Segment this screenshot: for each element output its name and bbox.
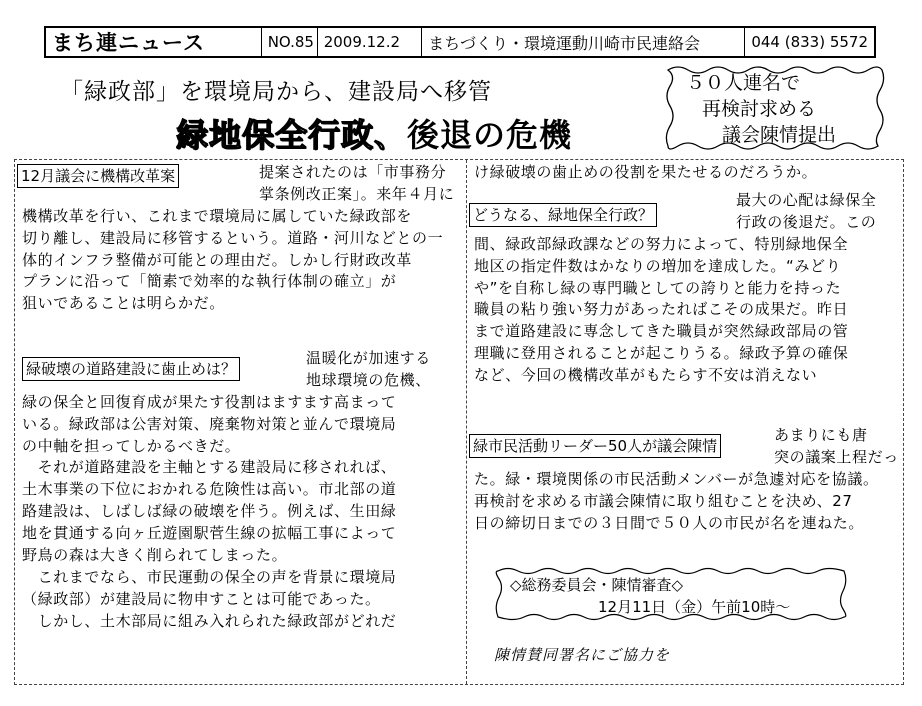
column-divider — [466, 160, 467, 684]
petition-line-3: 議会陳情提出 — [722, 124, 837, 146]
meeting-datetime: 12月11日（金）午前10時～ — [598, 598, 791, 616]
headline-main: 「緑政部」を環境局から、建設局へ移管 — [60, 79, 492, 105]
petition-callout — [664, 62, 886, 150]
text-line: の中軸を担ってしかるべきだ。 — [22, 436, 241, 455]
text-line: 地区の指定件数はかなりの増加を達成した。“みどり — [474, 256, 842, 275]
issue-date: 2009.12.2 — [318, 28, 422, 56]
text-line: 職員の粘り強い努力があったればこその成果だ。昨日 — [474, 300, 849, 319]
text-line: 地を貫通する向ヶ丘遊園駅菅生線の拡幅工事によって — [22, 524, 397, 543]
text-line: あまりにも唐 — [774, 426, 868, 444]
text-line: や”を自称し緑の専門職としての誇りと能力を持った — [474, 278, 842, 297]
right-column-text-1 — [474, 190, 902, 387]
text-line: 体的インフラ整備が可能との理由だ。しかし行財政改革 — [22, 250, 413, 269]
masthead — [44, 26, 876, 58]
left-column-text-2 — [22, 348, 462, 633]
text-line: それが道路建設を主軸とする建設局に移されれば、 — [22, 458, 397, 477]
text-line: 行政の後退だ。この — [736, 212, 877, 231]
right-column-text-0 — [474, 162, 902, 184]
text-line: これまでなら、市民運動の保全の声を背景に環境局 — [22, 567, 397, 586]
committee-meeting-box — [494, 565, 848, 622]
text-line: 路建設は、しばしば緑の破壊を伴う。例えば、生田緑 — [22, 502, 397, 521]
organization-name: まちづくり・環境運動川崎市民連絡会 — [422, 28, 745, 56]
meeting-title: ◇総務委員会・陳情審査◇ — [510, 576, 684, 594]
section-heading-petition: 緑市民活動リーダー50人が議会陳情 — [469, 434, 721, 458]
newsletter-title: まち連ニュース — [46, 28, 262, 56]
text-line: など、今回の機構改革がもたらす不安は消えない — [474, 366, 818, 385]
right-column-text-2 — [474, 425, 902, 534]
text-line: いる。緑政部は公害対策、廃棄物対策と並んで環境局 — [22, 414, 397, 433]
issue-number: NO.85 — [262, 28, 318, 56]
text-line: 土木事業の下位におかれる危険性は高い。市北部の道 — [22, 480, 397, 499]
headline-sub-bold: 後退の危機 — [407, 116, 573, 154]
phone-number: 044 (833) 5572 — [751, 33, 868, 51]
text-line: （緑政部）が建設局に物申すことは可能であった。 — [22, 589, 381, 608]
text-line: プランに沿って「簡素で効率的な執行体制の確立」が — [22, 272, 397, 291]
text-line: 緑の保全と回復育成が果たす役割はますます高まって — [22, 392, 397, 411]
text-line: 最大の心配は緑保全 — [736, 191, 877, 209]
text-line: 地球環境の危機、 — [306, 370, 431, 389]
section-heading-december-assembly: 12月議会に機構改革案 — [17, 164, 179, 188]
text-line: 切り離し、建設局に移管するという。道路・河川などとの一 — [22, 228, 444, 247]
left-column-text-1 — [22, 162, 462, 315]
text-line: 再検討を求める市議会陳情に取り組むことを決め、27 — [474, 491, 853, 510]
text-line: 突の議案上程だっ — [774, 447, 899, 466]
text-line: 温暖化が加速する — [306, 349, 431, 367]
text-line: 日の締切日までの３日間で５０人の市民が名を連ねた。 — [474, 513, 865, 532]
text-line: 掌条例改正案」。来年４月に — [259, 184, 455, 203]
text-line: た。緑・環境関係の市民活動メンバーが急遽対応を協議。 — [474, 469, 879, 488]
text-line: 狙いであることは明らかだ。 — [22, 294, 225, 313]
text-line: 野鳥の森は大きく削られてしまった。 — [22, 546, 288, 565]
signature-request: 陳情賛同署名にご協力を — [494, 646, 671, 664]
text-line: 機構改革を行い、これまで環境局に属していた緑政部を — [22, 206, 413, 225]
text-line: しかし、土木部局に組み入れられた緑政部がどれだ — [22, 611, 397, 630]
text-line: まで道路建設に専念してきた職員が突然緑政部局の管 — [474, 322, 849, 341]
text-line: 提案されたのは「市事務分 — [259, 163, 447, 181]
text-line: け緑破壊の歯止めの役割を果たせるのだろうか。 — [474, 163, 818, 181]
section-heading-green-conservation: どうなる、緑地保全行政？ — [469, 203, 657, 227]
text-line: 理職に登用されることが起こりうる。緑政予算の確保 — [474, 344, 849, 363]
section-heading-road-construction: 緑破壊の道路建設に歯止めは？ — [22, 357, 240, 381]
petition-line-1: ５０人連名で — [686, 72, 801, 94]
petition-line-2: 再検討求める — [702, 98, 817, 120]
headline-sub — [176, 110, 572, 156]
headline-sub-outline: 緑地保全行政、 — [176, 116, 408, 154]
text-line: 間、緑政部緑政課などの努力によって、特別緑地保全 — [474, 234, 849, 253]
